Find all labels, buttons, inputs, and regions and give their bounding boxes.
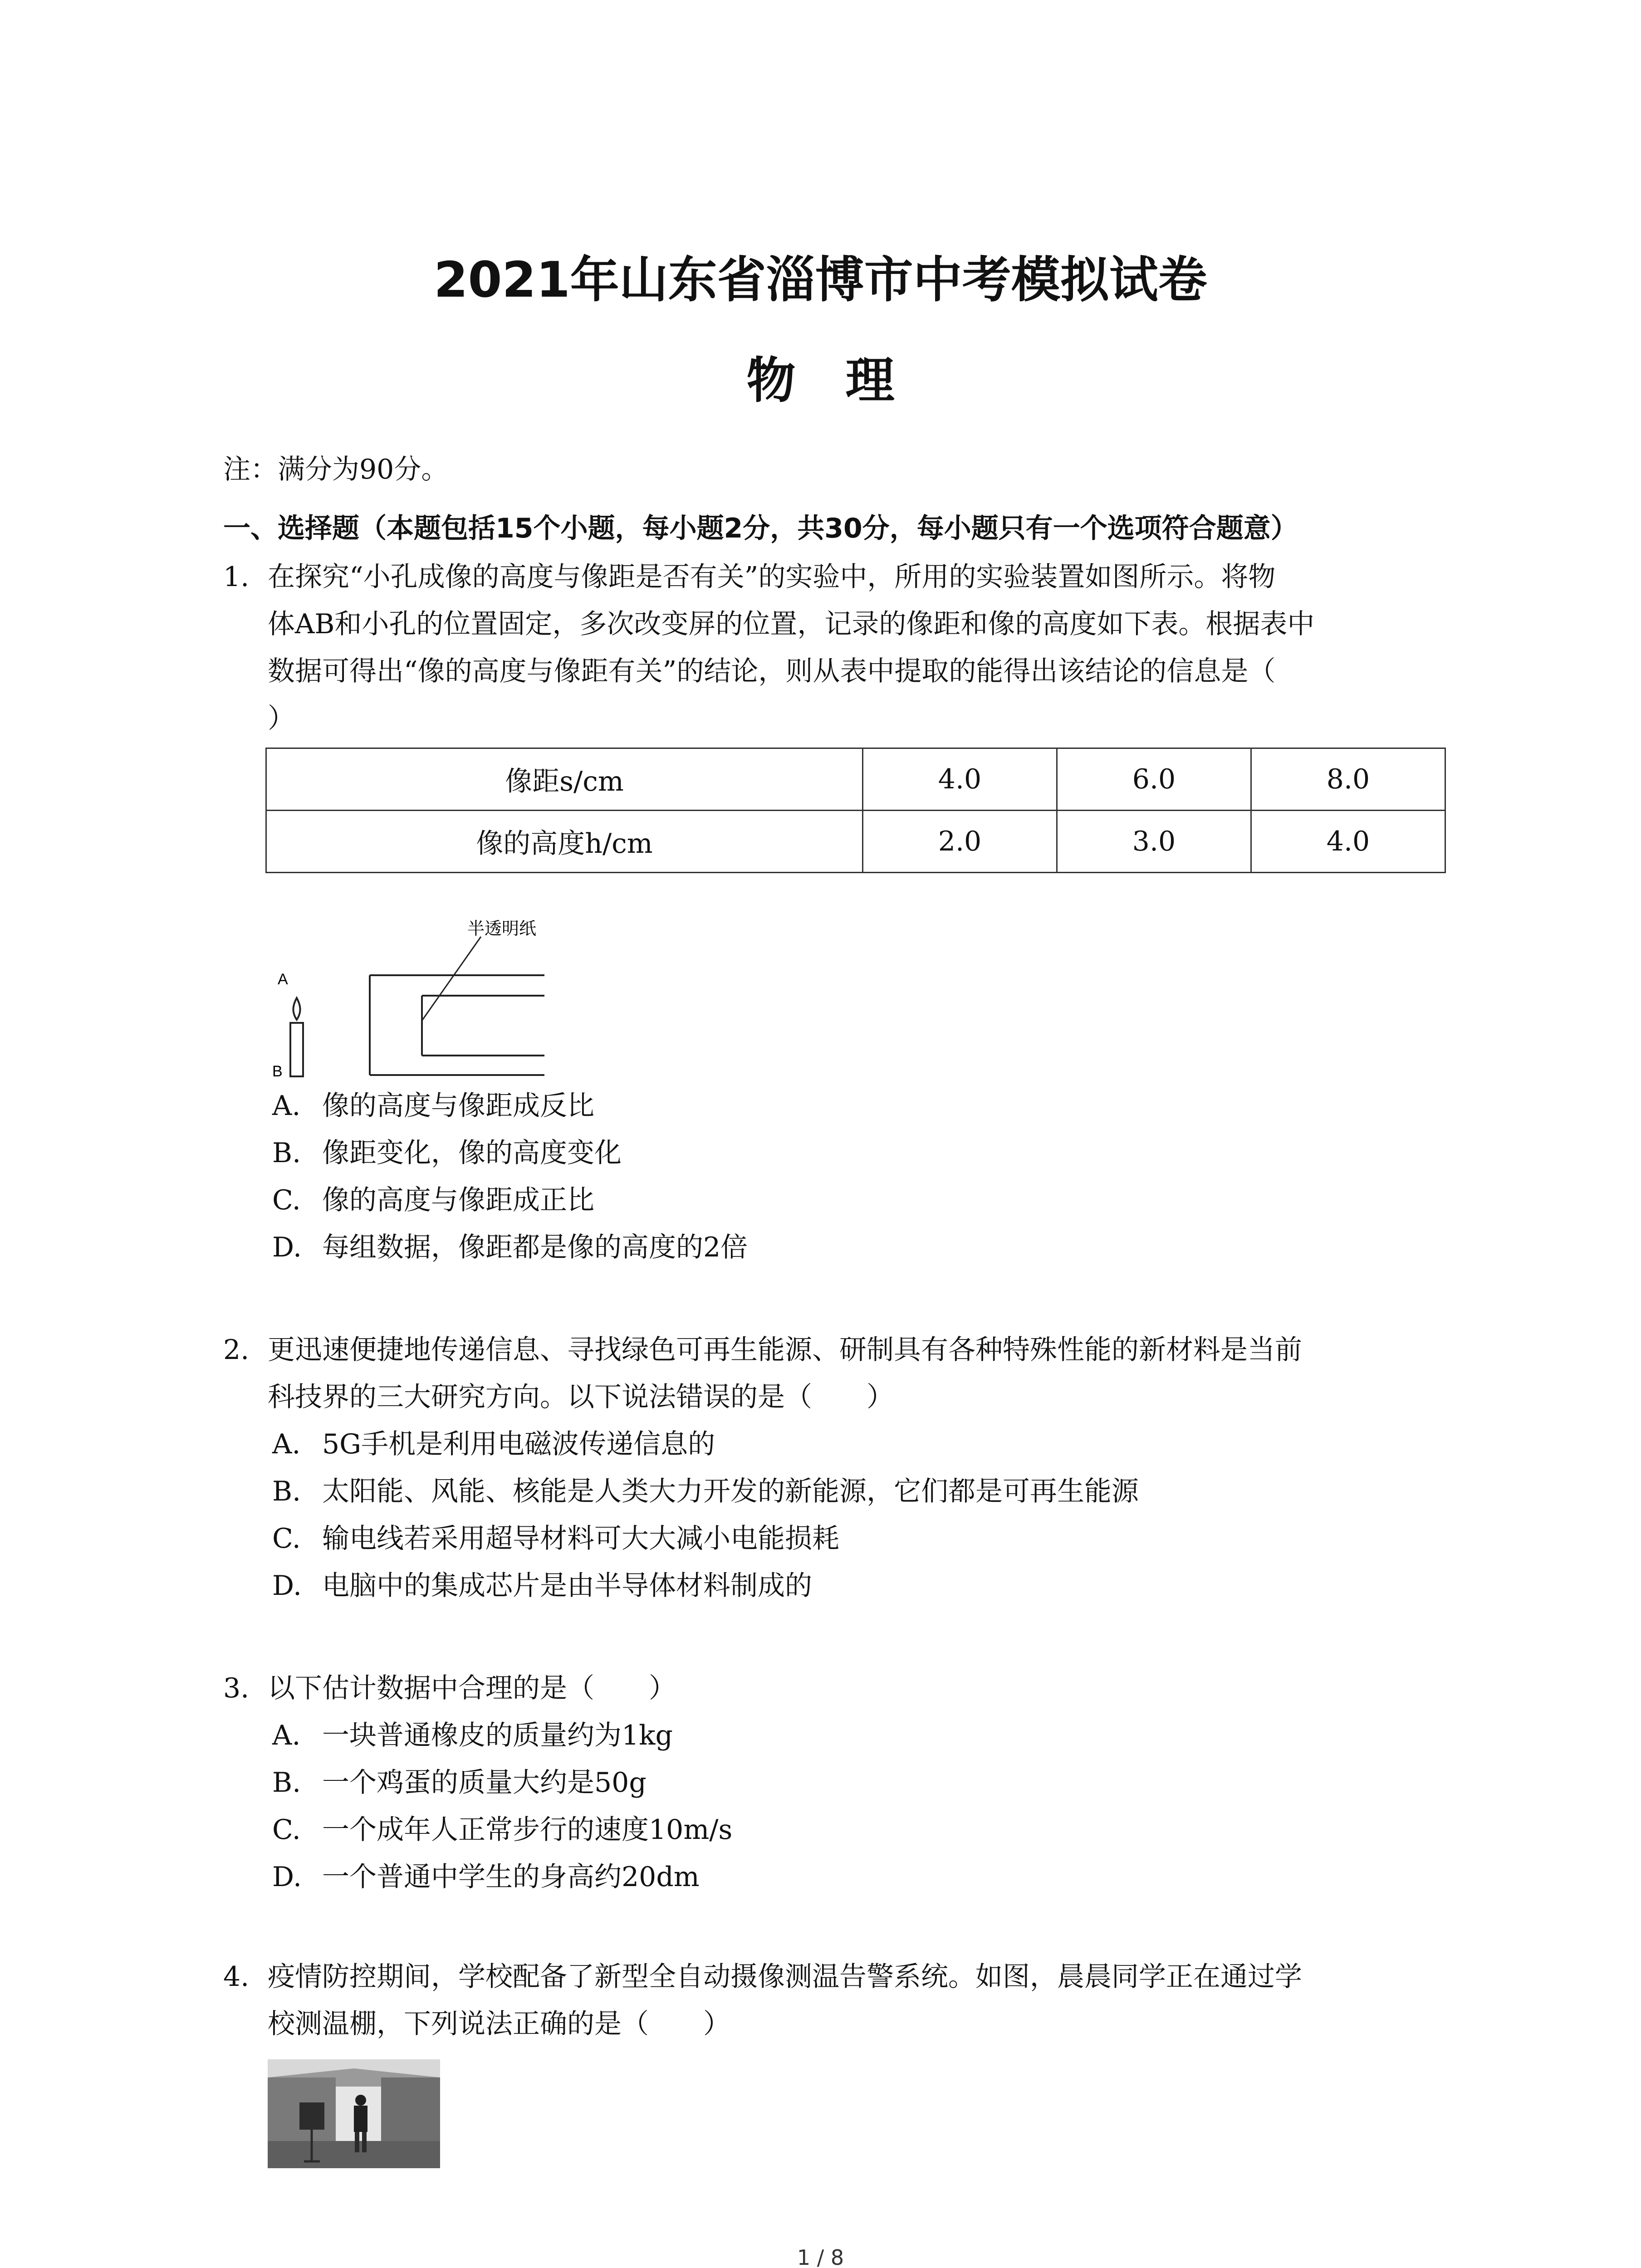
option-text: 一个普通中学生的身高约20dm [322,1861,700,1893]
option-letter: C. [272,1184,301,1216]
option-c [272,1812,732,1848]
student-head [355,2095,366,2106]
table-cell: 3.0 [1057,811,1251,873]
option-b [272,1135,622,1171]
question-text-line: ） [268,703,295,734]
option-letter: A. [272,1428,301,1460]
question-text-line: 更迅速便捷地传递信息、寻找绿色可再生能源、研制具有各种特殊性能的新材料是当前 [268,1334,1302,1366]
question-number: 1. [223,561,250,593]
option-text: 输电线若采用超导材料可大大减小电能损耗 [322,1523,839,1554]
label-a: A [278,971,288,988]
option-b [272,1473,1139,1510]
table-cell: 像的高度h/cm [266,811,863,873]
tent-floor [268,2141,440,2168]
option-b [272,1765,647,1801]
option-text: 像的高度与像距成反比 [322,1090,594,1122]
label-b: B [272,1063,283,1080]
question-number: 3. [223,1672,250,1704]
option-text: 太阳能、风能、核能是人类大力开发的新能源，它们都是可再生能源 [322,1476,1139,1507]
option-letter: C. [272,1523,301,1554]
table-cell: 4.0 [1251,811,1445,873]
option-text: 一个鸡蛋的质量大约是50g [322,1767,647,1799]
option-d [272,1568,812,1604]
table-cell: 2.0 [863,811,1057,873]
question-text-line: 校测温棚，下列说法正确的是（ ） [268,2008,730,2040]
option-letter: D. [272,1232,302,1263]
option-letter: D. [272,1861,302,1893]
table-cell: 像距s/cm [266,748,863,811]
option-text: 5G手机是利用电磁波传递信息的 [322,1428,715,1460]
page-title: 2021年山东省淄博市中考模拟试卷 [434,252,1207,308]
label-translucent-paper: 半透明纸 [467,919,537,938]
option-text: 电脑中的集成芯片是由半导体材料制成的 [322,1570,812,1602]
option-text: 像的高度与像距成正比 [322,1184,594,1216]
score-note: 注：满分为90分。 [223,454,449,485]
table-cell: 6.0 [1057,748,1251,811]
option-a [272,1088,594,1124]
pointer-line [422,937,481,1021]
question-number: 2. [223,1334,250,1366]
question-text-line: 体AB和小孔的位置固定，多次改变屏的位置，记录的像距和像的高度如下表。根据表中 [268,608,1315,640]
option-c [272,1182,594,1218]
question-text-line: 以下估计数据中合理的是（ ） [268,1672,676,1704]
student-body [354,2106,367,2132]
option-letter: B. [272,1137,301,1169]
table-cell: 4.0 [863,748,1057,811]
student-leg [355,2132,359,2152]
candle-flame [293,998,300,1020]
temperature-tent-photo [268,2059,440,2168]
option-text: 每组数据，像距都是像的高度的2倍 [322,1232,748,1263]
option-letter: D. [272,1570,302,1602]
table-row [266,811,1445,873]
table-cell: 8.0 [1251,748,1445,811]
option-text: 像距变化，像的高度变化 [322,1137,622,1169]
option-letter: B. [272,1476,301,1507]
table-row [266,748,1445,811]
camera-screen [299,2102,324,2130]
question-text-line: 在探究“小孔成像的高度与像距是否有关”的实验中，所用的实验装置如图所示。将物 [268,561,1276,593]
option-a [272,1717,673,1754]
question-text-line: 疫情防控期间，学校配备了新型全自动摄像测温告警系统。如图，晨晨同学正在通过学 [268,1961,1302,1993]
option-letter: A. [272,1720,301,1751]
option-c [272,1520,839,1557]
option-letter: C. [272,1814,301,1846]
option-letter: B. [272,1767,301,1799]
option-d [272,1229,748,1266]
option-a [272,1426,715,1462]
section-heading: 一、选择题（本题包括15个小题，每小题2分，共30分，每小题只有一个选项符合题意） [223,513,1298,544]
option-d [272,1859,700,1895]
candle-body [290,1023,303,1076]
option-letter: A. [272,1090,301,1122]
question-text-line: 数据可得出“像的高度与像距有关”的结论，则从表中提取的能得出该结论的信息是（ [268,655,1276,687]
option-text: 一块普通橡皮的质量约为1kg [322,1720,673,1751]
pinhole-experiment-figure [268,916,585,1084]
question-number: 4. [223,1961,250,1993]
page-number: 1 / 8 [797,2245,844,2268]
subject-title: 物理 [746,352,945,409]
data-table [265,748,1446,873]
student-leg [362,2132,367,2152]
question-text-line: 科技界的三大研究方向。以下说法错误的是（ ） [268,1381,894,1413]
option-text: 一个成年人正常步行的速度10m/s [322,1814,733,1846]
